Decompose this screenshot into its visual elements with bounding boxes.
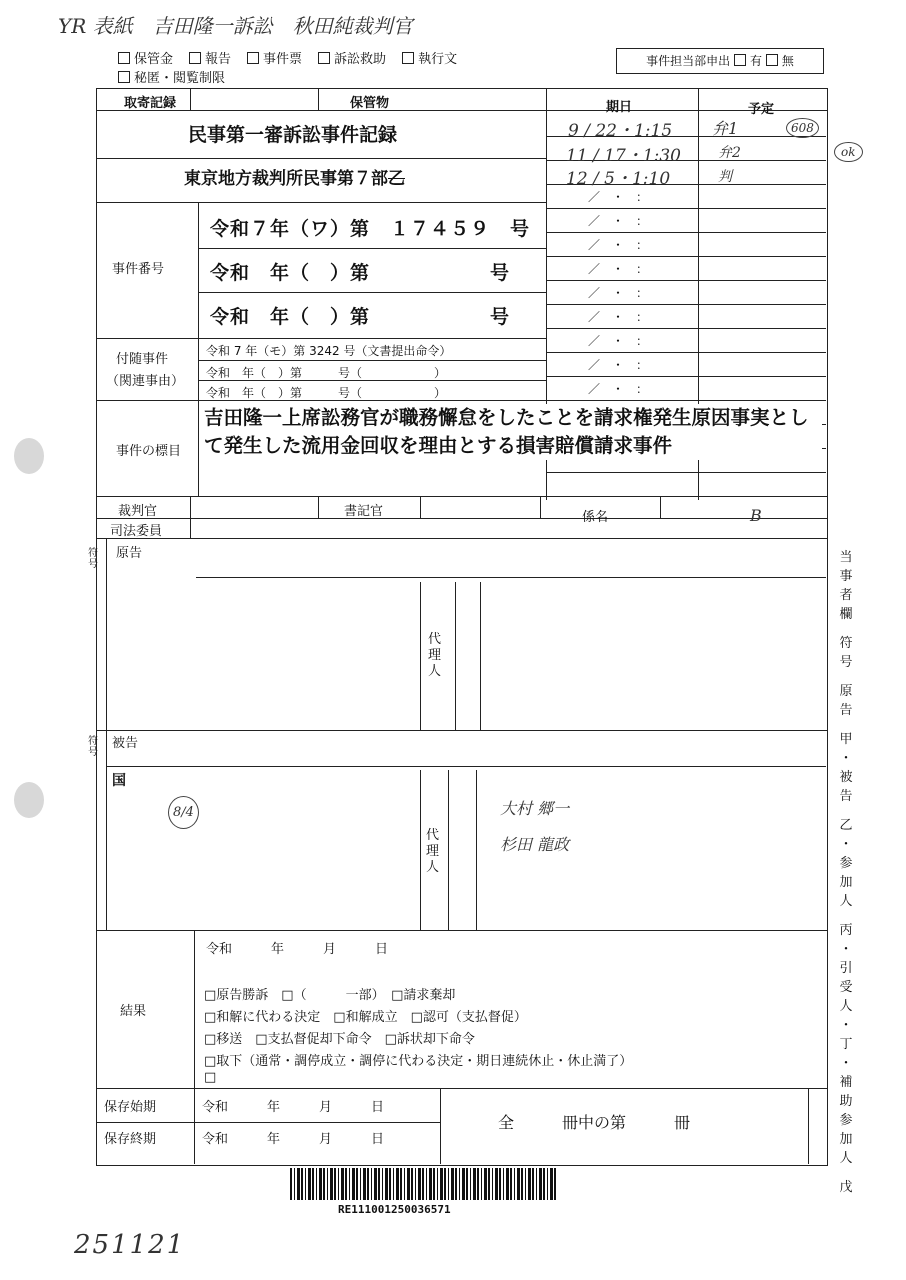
case-number-label: 事件番号 [112, 262, 165, 277]
court-name-row [184, 164, 405, 189]
checkbox-hokoku[interactable]: 報告 [189, 48, 231, 67]
section-label: 係名 [582, 510, 609, 525]
volume-text: 全 冊中の第 冊 [498, 1113, 691, 1132]
empty-date: ／ ・ ： [588, 190, 649, 204]
checkbox-hitoku[interactable]: 秘匿・閲覧制限 [118, 71, 225, 86]
yotei-label: 予定 [748, 102, 775, 117]
empty-date: ／ ・ ： [588, 358, 649, 372]
checkbox-shikkobun[interactable]: 執行文 [402, 48, 457, 67]
bottom-handwritten: 251121 [74, 1230, 186, 1260]
related-case-3: 令和 年（ ）第 号（ ） [206, 386, 447, 400]
side-legend: 当 事 者 欄 符 号 原 告 甲 ・ 被 告 乙 ・ 参 加 人 丙 ・ 引 受 人 ・ 丁 ・ 補 助 参 加 人 戊 [839, 550, 853, 1195]
empty-date: ／ ・ ： [588, 238, 649, 252]
barcode [290, 1168, 558, 1200]
plaintiff-label: 原告 [116, 546, 143, 561]
punch-hole-top [14, 438, 44, 474]
plaintiff-agent-label: 代理人 [428, 632, 442, 679]
defendant-stamp: 8/4 [168, 796, 199, 829]
case-number-1: 令和７年（ワ）第 １７４５９ 号 [210, 218, 531, 240]
storage-end-label: 保存終期 [104, 1132, 157, 1147]
tanto-box: 事件担当部申出 有 無 [616, 48, 824, 74]
checkbox-jikenhyo[interactable]: 事件票 [247, 48, 302, 67]
empty-date: ／ ・ ： [588, 334, 649, 348]
section-value: B [750, 506, 762, 525]
result-line-3: □移送 □支払督促却下命令 □訴状却下命令 [204, 1032, 475, 1047]
record-title: 民事第一審訴訟事件記録 [188, 124, 398, 146]
defendant-label: 被告 [112, 736, 139, 751]
barcode-text: RE111001250036571 [338, 1203, 451, 1216]
defendant-agent-2: 杉田 龍政 [500, 835, 570, 854]
plan-1: 弁1 [712, 119, 739, 138]
defendant-name: 国 [112, 773, 126, 789]
date-2: 11 / 17・1:30 [566, 146, 681, 166]
clerk-label: 書記官 [344, 504, 384, 519]
note-2: ok [834, 142, 863, 162]
date-3: 12 / 5・1:10 [566, 169, 671, 189]
defendant-sym: 符号 [88, 736, 98, 758]
storage-start-date: 令和 年 月 日 [202, 1100, 385, 1115]
hokanbutsu-label: 保管物 [350, 96, 390, 111]
court-name-struck: 乙 [388, 169, 405, 189]
result-label: 結果 [120, 1004, 147, 1019]
empty-date: ／ ・ ： [588, 286, 649, 300]
result-line-4: □取下（通常・調停成立・調停に代わる決定・期日連続休止・休止満了） [204, 1054, 633, 1069]
result-line-1: □原告勝訴 □（ 一部） □請求棄却 [204, 988, 456, 1003]
plan-2: 弁2 [718, 145, 741, 161]
date-1: 9 / 22・1:15 [568, 121, 673, 141]
case-number-2: 令和 年（ ）第 号 [210, 262, 511, 284]
handwritten-header: YR 表紙 吉田隆一訴訟 秋田純裁判官 [58, 14, 413, 38]
plaintiff-sym: 符号 [88, 548, 98, 570]
checkbox-sosho-kyujo[interactable]: 訴訟救助 [318, 48, 386, 67]
checkbox-hokankin[interactable]: 保管金 [118, 48, 173, 67]
result-line-5: □ [204, 1070, 217, 1085]
result-date: 令和 年 月 日 [206, 942, 389, 957]
plan-3: 判 [718, 169, 732, 185]
torikiyose-label: 取寄記録 [124, 96, 177, 111]
note-1: 608 [786, 118, 819, 138]
defendant-agent-label: 代理人 [426, 828, 440, 875]
empty-date: ／ ・ ： [588, 262, 649, 276]
subject-text: 吉田隆一上席訟務官が職務懈怠をしたことを請求権発生原因事実として発生した流用金回収を理由とする損害賠償請求事件 [204, 404, 822, 460]
empty-date: ／ ・ ： [588, 382, 649, 396]
checkbox-row-2 [118, 67, 225, 86]
punch-hole-bottom [14, 782, 44, 818]
storage-end-date: 令和 年 月 日 [202, 1132, 385, 1147]
judicial-label: 司法委員 [110, 524, 163, 539]
related-label-2: （関連事由） [106, 374, 185, 389]
related-case-2: 令和 年（ ）第 号（ ） [206, 366, 447, 380]
empty-date: ／ ・ ： [588, 310, 649, 324]
subject-label: 事件の標目 [116, 444, 182, 459]
empty-date: ／ ・ ： [588, 214, 649, 228]
judge-label: 裁判官 [118, 504, 158, 519]
related-label-1: 付随事件 [116, 352, 169, 367]
case-number-3: 令和 年（ ）第 号 [210, 306, 511, 328]
checkbox-tanto-no[interactable] [766, 54, 778, 66]
storage-start-label: 保存始期 [104, 1100, 157, 1115]
defendant-agent-1: 大村 郷一 [500, 799, 570, 818]
court-name: 東京地方裁判所民事第７部 [184, 169, 388, 189]
kijitsu-label: 期日 [606, 100, 633, 115]
checkbox-tanto-yes[interactable] [734, 54, 746, 66]
related-case-1: 令和 7 年（モ）第 3242 号（文書提出命令） [206, 344, 452, 358]
result-line-2: □和解に代わる決定 □和解成立 □認可（支払督促） [204, 1010, 527, 1025]
checkbox-row-1 [118, 48, 457, 67]
